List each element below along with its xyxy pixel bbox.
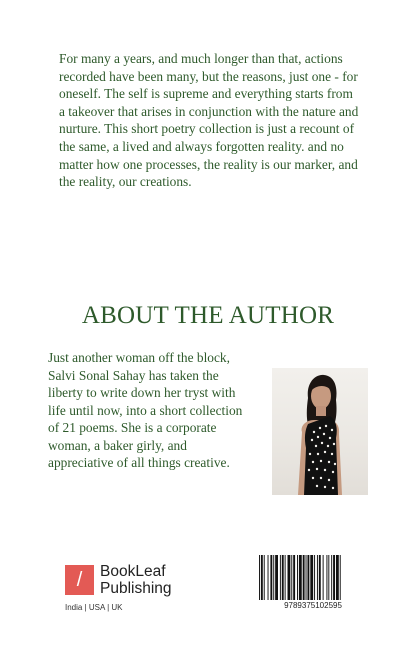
- barcode-bar: [333, 555, 335, 600]
- publisher-regions: India | USA | UK: [65, 603, 123, 612]
- barcode-bar: [310, 555, 313, 600]
- barcode-bar: [285, 555, 286, 600]
- barcode-bar: [336, 555, 339, 600]
- barcode-bar: [331, 555, 332, 600]
- barcode-bar: [282, 555, 284, 600]
- author-portrait-illustration: [272, 368, 368, 495]
- isbn-number: 9789375102595: [284, 601, 342, 610]
- barcode-bar: [259, 555, 260, 600]
- barcode-bar: [261, 555, 263, 600]
- barcode-bar: [317, 555, 318, 600]
- barcode-bar: [326, 555, 327, 600]
- barcode-bar: [293, 555, 295, 600]
- publisher-name: [100, 563, 172, 597]
- barcode-bar: [280, 555, 281, 600]
- barcode-bar: [314, 555, 315, 600]
- barcode-bar: [306, 555, 307, 600]
- about-author-heading: ABOUT THE AUTHOR: [81, 302, 335, 329]
- barcode-bar: [275, 555, 278, 600]
- barcode-bar: [323, 555, 324, 600]
- barcode-bar: [270, 555, 272, 600]
- barcode-bar: [273, 555, 274, 600]
- publisher-name-line2: Publishing: [100, 580, 172, 597]
- publisher-logo: [65, 563, 205, 623]
- author-photo: [272, 368, 368, 495]
- author-bio: Just another woman off the block, Salvi Sonal Sahay has taken the liberty to write down her tryst with life until now, into a short collection of 21 poems. She is a corporate woman, a baker girly, and appreciative of all things creative.: [48, 350, 243, 470]
- barcode-bar: [299, 555, 302, 600]
- barcode-bar: [307, 555, 309, 600]
- barcode-bar: [291, 555, 292, 600]
- barcode-bar: [340, 555, 341, 600]
- barcode-bar: [288, 555, 291, 600]
- barcode-bars: [258, 555, 368, 600]
- barcode-bar: [268, 555, 269, 600]
- barcode-bar: [297, 555, 298, 600]
- barcode-bar: [264, 555, 265, 600]
- publisher-mark-icon: /: [65, 565, 94, 595]
- publisher-name-line1: BookLeaf: [100, 563, 166, 580]
- barcode-bar: [328, 555, 329, 600]
- barcode-bar: [303, 555, 305, 600]
- barcode-bar: [319, 555, 321, 600]
- back-cover-blurb: For many a years, and much longer than that, actions recorded have been many, but the reasons, just one - for oneself. The self is supreme and everything starts from a takeover that arises in conjunction with the nature and nurture. This short poetry collection is just a recount of the same, a lived and always forgotten reality. and no matter how one processes, the reality is our marker, and the reality, our creations.: [59, 51, 359, 190]
